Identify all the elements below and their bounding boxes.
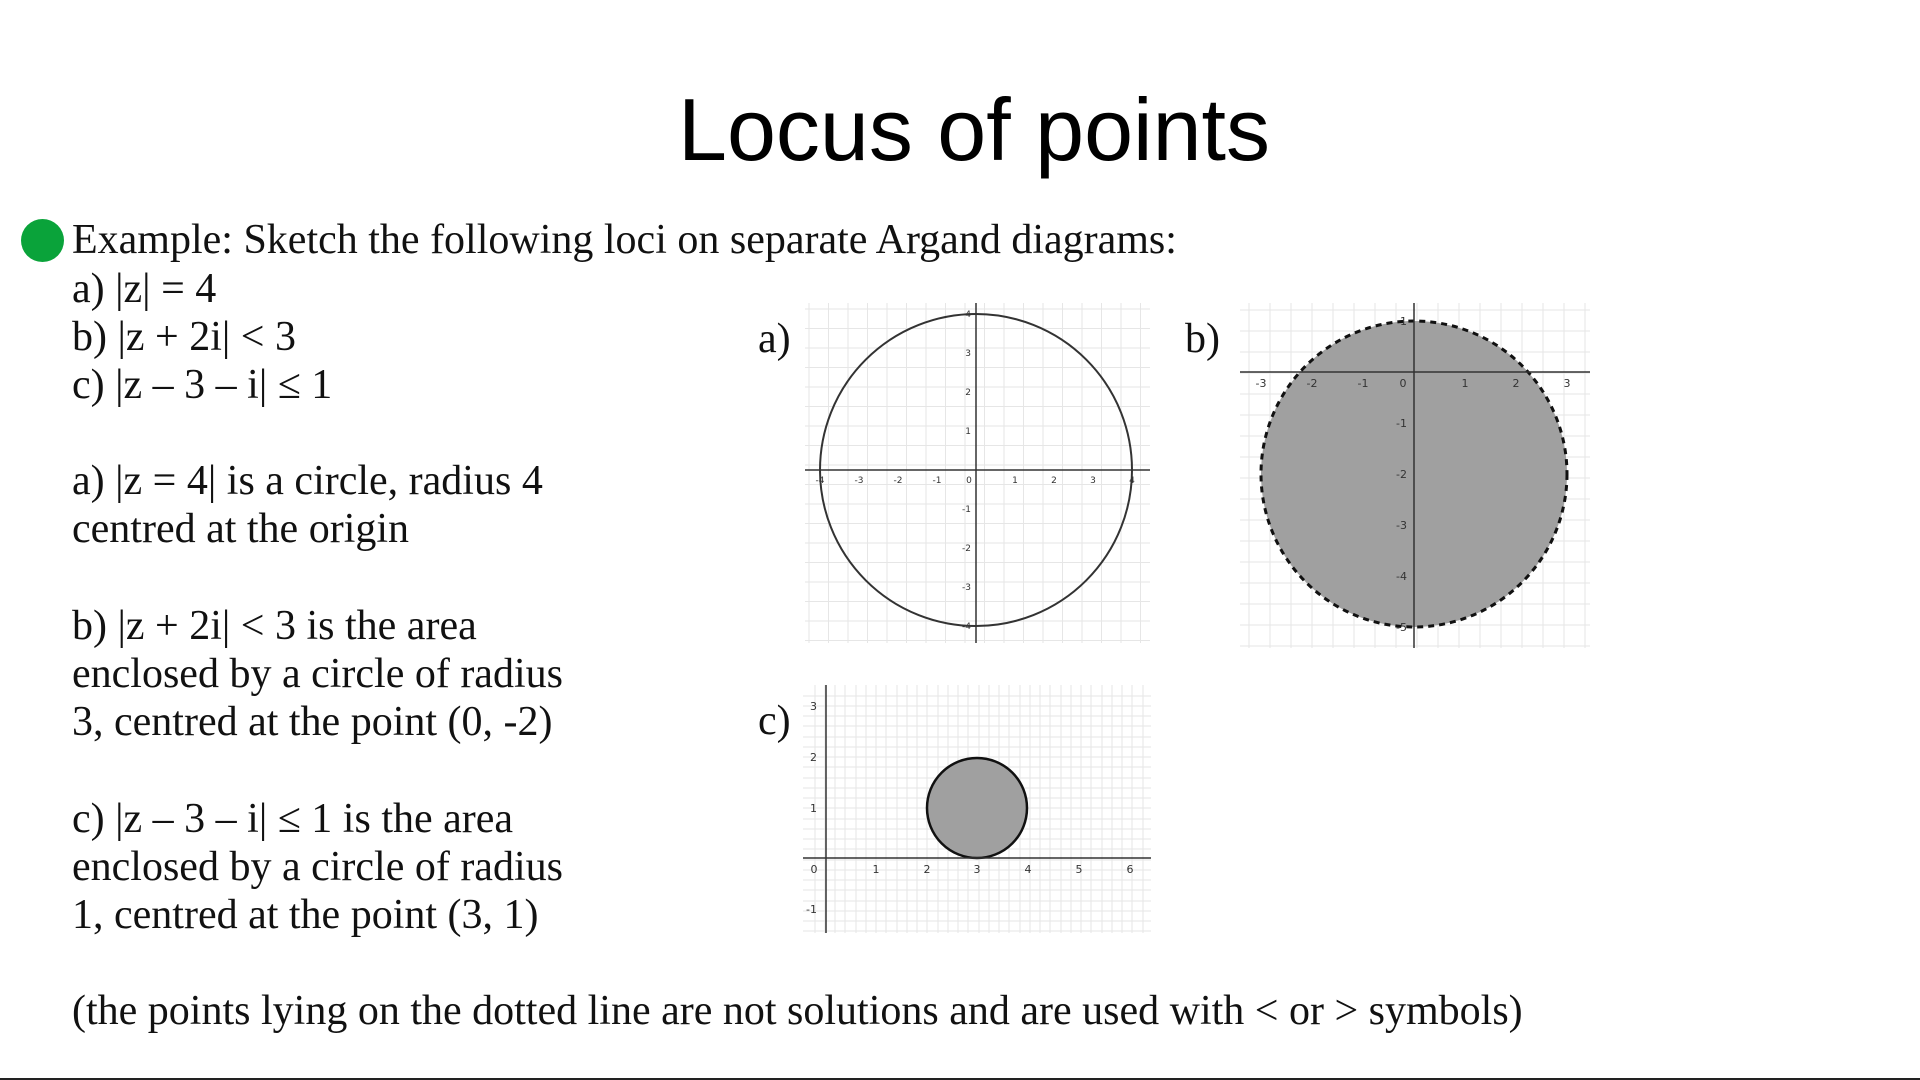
tick-label: 5 [1075, 863, 1083, 876]
tick-label: 1 [1461, 377, 1469, 390]
answer-b-line3: 3, centred at the point (0, -2) [72, 699, 553, 745]
tick-label: 0 [810, 863, 818, 876]
tick-label: 1 [872, 863, 880, 876]
tick-label: -2 [1306, 377, 1318, 390]
answer-c-line2: enclosed by a circle of radius [72, 844, 563, 890]
diagram-c-label: c) [758, 698, 791, 744]
answer-b-line2: enclosed by a circle of radius [72, 651, 563, 697]
tick-label: 2 [965, 388, 971, 398]
tick-label: 1 [810, 802, 817, 815]
tick-label: -1 [932, 476, 942, 486]
tick-label: 2 [1512, 377, 1520, 390]
tick-label: -2 [962, 544, 971, 554]
tick-label: -3 [1396, 519, 1407, 532]
tick-label: 1 [965, 427, 971, 437]
tick-label: -3 [854, 476, 864, 486]
tick-label: 4 [1024, 863, 1032, 876]
diagram-a-label: a) [758, 316, 791, 362]
tick-label: 4 [1129, 476, 1135, 486]
tick-label: 3 [1090, 476, 1096, 486]
locus-disc [927, 758, 1027, 858]
tick-label: 1 [1400, 315, 1407, 328]
tick-label: -2 [893, 476, 903, 486]
tick-label: -1 [1396, 417, 1407, 430]
tick-label: 0 [1399, 377, 1407, 390]
answer-c-line3: 1, centred at the point (3, 1) [72, 892, 539, 938]
tick-label: 3 [1563, 377, 1571, 390]
tick-label: -3 [1255, 377, 1267, 390]
tick-label: -4 [815, 476, 825, 486]
tick-label: -1 [962, 505, 971, 515]
tick-label: 3 [810, 700, 817, 713]
tick-label: 4 [965, 310, 971, 320]
argand-diagram-b [1240, 303, 1590, 648]
tick-label: 3 [973, 863, 981, 876]
argand-diagram-a [805, 303, 1150, 643]
slide-title: Locus of points [678, 80, 1270, 179]
footnote: (the points lying on the dotted line are not solutions and are used with < or > symbols) [72, 988, 1523, 1034]
tick-label: -1 [806, 903, 817, 916]
tick-label: -4 [962, 622, 971, 632]
tick-label: -4 [1396, 570, 1407, 583]
question-a: a) |z| = 4 [72, 266, 217, 312]
tick-label: -2 [1396, 468, 1407, 481]
tick-label: -1 [1357, 377, 1369, 390]
tick-label: 6 [1126, 863, 1134, 876]
grid-lines [805, 303, 1150, 643]
answer-c-line1: c) |z – 3 – i| ≤ 1 is the area [72, 796, 514, 842]
tick-label: 1 [1012, 476, 1018, 486]
intro-text: Example: Sketch the following loci on separate Argand diagrams: [72, 217, 1177, 263]
argand-diagram-c [803, 685, 1151, 933]
tick-label: -5 [1396, 621, 1407, 634]
tick-label: 2 [1051, 476, 1057, 486]
question-b: b) |z + 2i| < 3 [72, 314, 296, 360]
diagram-b-label: b) [1185, 316, 1220, 362]
answer-a-line2: centred at the origin [72, 506, 410, 552]
tick-label: -3 [962, 583, 971, 593]
tick-label: 0 [966, 476, 972, 486]
answer-b-line1: b) |z + 2i| < 3 is the area [72, 603, 477, 649]
bullet-icon [21, 219, 64, 262]
tick-label: 3 [965, 349, 971, 359]
tick-label: 2 [923, 863, 931, 876]
tick-label: 2 [810, 751, 817, 764]
answer-a-line1: a) |z = 4| is a circle, radius 4 [72, 458, 543, 504]
question-c: c) |z – 3 – i| ≤ 1 [72, 362, 333, 408]
